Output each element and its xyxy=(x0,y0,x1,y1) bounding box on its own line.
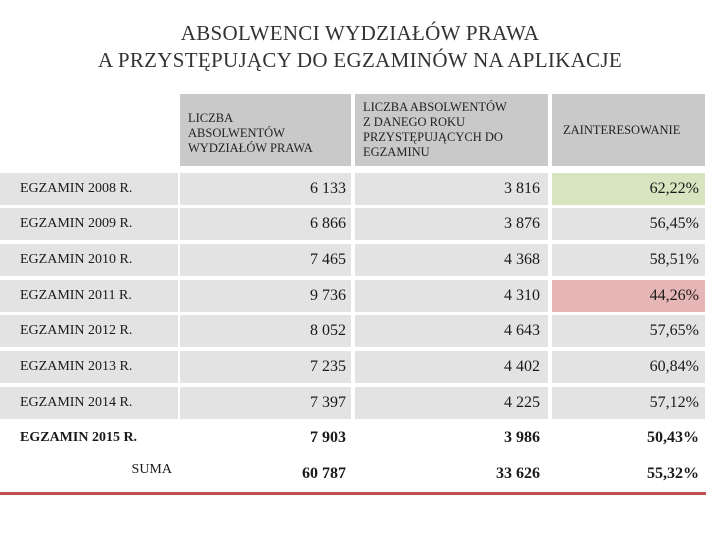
takers-cell: 3 876 xyxy=(355,208,548,240)
total-label: SUMA xyxy=(131,462,172,477)
header-takers-label: LICZBA ABSOLWENTÓW Z DANEGO ROKU PRZYSTĘPUJĄCYCH DO EGZAMINU xyxy=(363,100,507,159)
header-graduates-label: LICZBA ABSOLWENTÓW WYDZIAŁÓW PRAWA xyxy=(188,110,313,155)
row-label: EGZAMIN 2013 R. xyxy=(0,351,178,383)
row-label: EGZAMIN 2015 R. xyxy=(20,430,138,445)
graduates-cell: 8 052 xyxy=(180,315,351,347)
interest-cell: 58,51% xyxy=(552,244,705,276)
total-interest: 55,32% xyxy=(647,465,699,482)
graduates-cell: 6 866 xyxy=(180,208,351,240)
row-label: EGZAMIN 2008 R. xyxy=(0,173,178,205)
total-graduates: 60 787 xyxy=(302,465,346,482)
takers-cell: 3 816 xyxy=(355,173,548,205)
table-row xyxy=(0,422,706,454)
table-row xyxy=(0,208,706,240)
table-row xyxy=(0,244,706,276)
takers-cell: 4 310 xyxy=(355,280,548,312)
table-row xyxy=(0,315,706,347)
row-label: EGZAMIN 2012 R. xyxy=(0,315,178,347)
header-interest xyxy=(552,94,705,166)
header-graduates xyxy=(180,94,351,166)
interest-cell: 62,22% xyxy=(552,173,705,205)
title-line-1: ABSOLWENCI WYDZIAŁÓW PRAWA xyxy=(180,21,540,45)
table-row xyxy=(0,280,706,312)
takers-cell: 4 643 xyxy=(355,315,548,347)
graduates-cell: 7 397 xyxy=(180,387,351,419)
interest-cell: 57,12% xyxy=(552,387,705,419)
takers-cell: 3 986 xyxy=(504,429,540,446)
row-label: EGZAMIN 2014 R. xyxy=(0,387,178,419)
table-row xyxy=(0,173,706,205)
table-row xyxy=(0,387,706,419)
interest-cell: 56,45% xyxy=(552,208,705,240)
total-row xyxy=(0,458,706,490)
total-takers: 33 626 xyxy=(496,465,540,482)
interest-cell: 50,43% xyxy=(647,429,699,446)
takers-cell: 4 402 xyxy=(355,351,548,383)
interest-cell: 44,26% xyxy=(552,280,705,312)
bottom-rule xyxy=(0,492,706,495)
title-line-2: A PRZYSTĘPUJĄCY DO EGZAMINÓW NA APLIKACJE xyxy=(98,48,622,72)
table-row xyxy=(0,351,706,383)
row-label: EGZAMIN 2011 R. xyxy=(0,280,178,312)
page-title xyxy=(0,20,720,74)
graduates-cell: 7 903 xyxy=(310,429,346,446)
graduates-cell: 6 133 xyxy=(180,173,351,205)
graduates-cell: 9 736 xyxy=(180,280,351,312)
header-interest-label: ZAINTERESOWANIE xyxy=(563,122,681,137)
takers-cell: 4 368 xyxy=(355,244,548,276)
row-label: EGZAMIN 2009 R. xyxy=(0,208,178,240)
interest-cell: 60,84% xyxy=(552,351,705,383)
graduates-cell: 7 465 xyxy=(180,244,351,276)
takers-cell: 4 225 xyxy=(355,387,548,419)
header-takers xyxy=(355,94,548,166)
interest-cell: 57,65% xyxy=(552,315,705,347)
row-label: EGZAMIN 2010 R. xyxy=(0,244,178,276)
graduates-cell: 7 235 xyxy=(180,351,351,383)
